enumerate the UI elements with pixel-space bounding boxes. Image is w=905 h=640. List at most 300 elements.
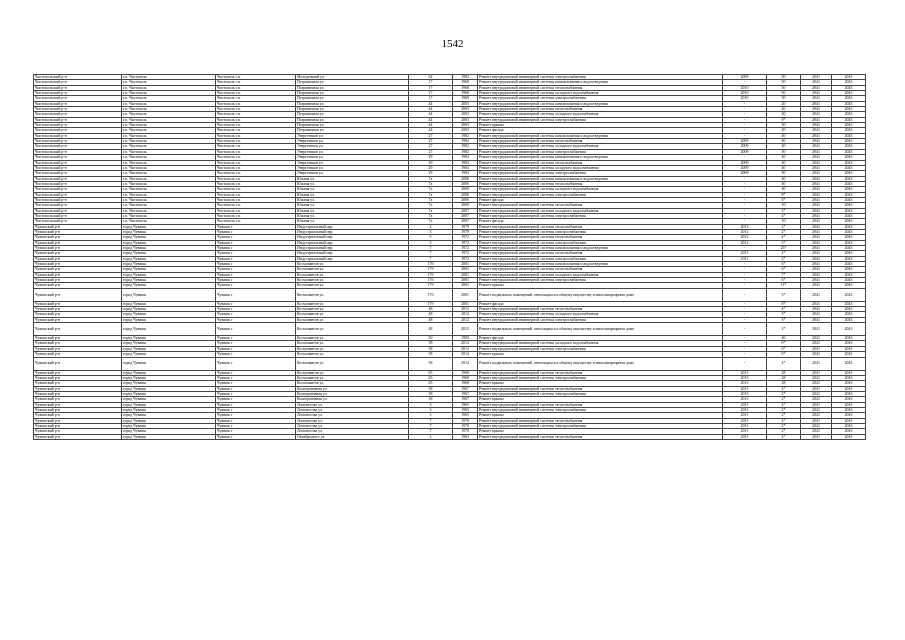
cell-year: 1967 [453, 391, 478, 396]
cell-end_year: 2043 [832, 96, 866, 101]
cell-deadline: 0* [767, 352, 801, 357]
cell-start_year: 2041 [801, 149, 832, 154]
cell-end_year: 2043 [832, 181, 866, 186]
cell-settlement: город Чувашк [122, 246, 216, 251]
cell-settlement: г.п. Чистополь [122, 144, 216, 149]
cell-house: 7 [409, 246, 453, 251]
cell-municipality: Чистополь г.п. [216, 208, 296, 213]
cell-district: Чистопольский р-н [34, 123, 122, 128]
cell-district: Чувашский р-н [34, 307, 122, 312]
cell-work_type: Ремонт внутридомовой инженерной системы холодного водоснабжения [478, 341, 723, 346]
cell-year: 1982 [453, 144, 478, 149]
cell-settlement: город Чувашк [122, 434, 216, 439]
cell-house: 44 [409, 112, 453, 117]
cell-year: 1965 [453, 413, 478, 418]
cell-year: 2000 [453, 181, 478, 186]
cell-municipality: Чувашк г [216, 407, 296, 412]
cell-start_year: 2041 [801, 386, 832, 391]
cell-street: Энергетиков ул. [296, 165, 409, 170]
cell-settlement: г.п. Чистополь [122, 80, 216, 85]
cell-municipality: Чувашк г [216, 224, 296, 229]
cell-year: 2001 [453, 278, 478, 283]
cell-end_year: 2043 [832, 283, 866, 288]
cell-year: 1982 [453, 149, 478, 154]
cell-municipality: Чистополь г.п. [216, 117, 296, 122]
cell-end_year: 2043 [832, 301, 866, 306]
cell-start_year: 2041 [801, 219, 832, 224]
cell-start_year: 2041 [801, 96, 832, 101]
cell-house: 38 [409, 391, 453, 396]
cell-year: 2003 [453, 117, 478, 122]
cell-district: Чистопольский р-н [34, 149, 122, 154]
cell-district: Чистопольский р-н [34, 107, 122, 112]
cell-work_type: Ремонт внутридомовой инженерной системы теплоснабжения [478, 235, 723, 240]
cell-district: Чувашский р-н [34, 272, 122, 277]
cell-end_year: 2043 [832, 391, 866, 396]
cell-street: Космонавтов ул. [296, 323, 409, 336]
cell-district: Чистопольский р-н [34, 117, 122, 122]
cell-house: 48 [409, 323, 453, 336]
cell-end_year: 2043 [832, 187, 866, 192]
cell-plan_start: - [723, 208, 767, 213]
cell-street: Космонавтов ул. [296, 352, 409, 357]
cell-street: Космонавтов ул. [296, 288, 409, 301]
cell-settlement: город Чувашк [122, 229, 216, 234]
cell-street: Энергетиков ул. [296, 133, 409, 138]
cell-deadline: 50 [767, 149, 801, 154]
cell-end_year: 2043 [832, 91, 866, 96]
cell-street: Южная ул. [296, 219, 409, 224]
cell-end_year: 2043 [832, 155, 866, 160]
cell-year: 2003 [453, 112, 478, 117]
cell-house: 17 [409, 85, 453, 90]
cell-settlement: г.п. Чистополь [122, 176, 216, 181]
cell-end_year: 2043 [832, 80, 866, 85]
cell-street: Космонавтов ул. [296, 267, 409, 272]
cell-municipality: Чувашк г [216, 246, 296, 251]
cell-start_year: 2041 [801, 192, 832, 197]
cell-start_year: 2041 [801, 155, 832, 160]
cell-start_year: 2041 [801, 317, 832, 322]
cell-district: Чувашский р-н [34, 288, 122, 301]
cell-municipality: Чистополь г.п. [216, 144, 296, 149]
repair-schedule-table [33, 74, 866, 440]
cell-street: Кооперативная ул. [296, 397, 409, 402]
cell-house: 44 [409, 107, 453, 112]
cell-year: 1982 [453, 133, 478, 138]
cell-end_year: 2043 [832, 139, 866, 144]
cell-year: 1984 [453, 171, 478, 176]
cell-plan_start: 2011 [723, 402, 767, 407]
cell-year: 2007 [453, 213, 478, 218]
cell-start_year: 2041 [801, 256, 832, 261]
cell-work_type: Ремонт фасада [478, 197, 723, 202]
cell-street: Индустриальный пер. [296, 246, 409, 251]
cell-end_year: 2043 [832, 144, 866, 149]
cell-house: 17б [409, 301, 453, 306]
cell-year: 1983 [453, 336, 478, 341]
cell-district: Чистопольский р-н [34, 96, 122, 101]
cell-district: Чистопольский р-н [34, 171, 122, 176]
cell-work_type: Ремонт крыши [478, 352, 723, 357]
cell-house: 29 [409, 165, 453, 170]
table-row [34, 434, 866, 439]
cell-plan_start: 2010 [723, 96, 767, 101]
cell-house: 44 [409, 101, 453, 106]
table-row [34, 288, 866, 301]
cell-plan_start: 2013 [723, 224, 767, 229]
cell-municipality: Чистополь г.п. [216, 91, 296, 96]
cell-year: 2001 [453, 283, 478, 288]
cell-end_year: 2043 [832, 386, 866, 391]
cell-end_year: 2043 [832, 370, 866, 375]
cell-street: Энергетиков ул. [296, 171, 409, 176]
cell-deadline: 4* [767, 213, 801, 218]
cell-work_type: Ремонт подвальных помещений, относящихся к общему имуществу в многоквартирном доме [478, 357, 723, 370]
cell-end_year: 2043 [832, 101, 866, 106]
cell-end_year: 2043 [832, 85, 866, 90]
cell-work_type: Ремонт внутридомовой инженерной системы теплоснабжения [478, 251, 723, 256]
cell-plan_start: - [723, 288, 767, 301]
cell-deadline: 6* [767, 267, 801, 272]
cell-deadline: 0* [767, 346, 801, 351]
cell-street: Космонавтов ул. [296, 307, 409, 312]
cell-start_year: 2041 [801, 165, 832, 170]
cell-end_year: 2043 [832, 429, 866, 434]
cell-work_type: Ремонт внутридомовой инженерной системы электроснабжения [478, 171, 723, 176]
cell-end_year: 2043 [832, 251, 866, 256]
cell-end_year: 2043 [832, 112, 866, 117]
cell-year: 2000 [453, 203, 478, 208]
cell-street: Пограничная ул. [296, 91, 409, 96]
cell-plan_start: 2011 [723, 251, 767, 256]
cell-plan_start: - [723, 155, 767, 160]
cell-street: Южная ул. [296, 187, 409, 192]
cell-work_type: Ремонт внутридомовой инженерной системы теплоснабжения [478, 85, 723, 90]
cell-district: Чувашский р-н [34, 278, 122, 283]
cell-year: 2003 [453, 107, 478, 112]
cell-end_year: 2043 [832, 224, 866, 229]
cell-municipality: Чувашк г [216, 278, 296, 283]
cell-plan_start: - [723, 301, 767, 306]
cell-end_year: 2043 [832, 240, 866, 245]
cell-street: Пограничная ул. [296, 112, 409, 117]
cell-house: 3 [409, 402, 453, 407]
cell-municipality: Чувашк г [216, 312, 296, 317]
cell-plan_start: - [723, 246, 767, 251]
cell-deadline: 2* [767, 224, 801, 229]
cell-settlement: город Чувашк [122, 397, 216, 402]
cell-work_type: Ремонт внутридомовой инженерной системы теплоснабжения [478, 386, 723, 391]
cell-district: Чувашский р-н [34, 357, 122, 370]
cell-house: 62 [409, 75, 453, 80]
cell-plan_start: 2009 [723, 171, 767, 176]
cell-municipality: Чувашк г [216, 240, 296, 245]
cell-end_year: 2043 [832, 375, 866, 380]
cell-municipality: Чувашк г [216, 256, 296, 261]
cell-settlement: г.п. Чистополь [122, 85, 216, 90]
cell-start_year: 2041 [801, 301, 832, 306]
cell-district: Чувашский р-н [34, 391, 122, 396]
cell-settlement: город Чувашк [122, 278, 216, 283]
cell-plan_start: 2011 [723, 407, 767, 412]
cell-house: 27 [409, 133, 453, 138]
cell-start_year: 2041 [801, 123, 832, 128]
cell-year: 2014 [453, 346, 478, 351]
cell-work_type: Ремонт крыши [478, 429, 723, 434]
cell-start_year: 2041 [801, 181, 832, 186]
cell-plan_start: - [723, 203, 767, 208]
cell-work_type: Ремонт крыши [478, 123, 723, 128]
cell-plan_start: 2012 [723, 240, 767, 245]
cell-end_year: 2043 [832, 165, 866, 170]
cell-deadline: 5* [767, 288, 801, 301]
cell-deadline: 5* [767, 208, 801, 213]
cell-start_year: 2041 [801, 375, 832, 380]
cell-settlement: город Чувашк [122, 381, 216, 386]
cell-municipality: Чувашк г [216, 375, 296, 380]
cell-deadline: 2* [767, 229, 801, 234]
cell-district: Чистопольский р-н [34, 155, 122, 160]
cell-work_type: Ремонт внутридомовой инженерной системы холодного водоснабжения [478, 91, 723, 96]
cell-work_type: Ремонт внутридомовой инженерной системы электроснабжения [478, 278, 723, 283]
cell-settlement: г.п. Чистополь [122, 117, 216, 122]
cell-work_type: Ремонт фасада [478, 219, 723, 224]
cell-municipality: Чистополь г.п. [216, 203, 296, 208]
cell-end_year: 2043 [832, 278, 866, 283]
cell-house: 3 [409, 413, 453, 418]
cell-start_year: 2041 [801, 80, 832, 85]
cell-street: Кооперативная ул. [296, 386, 409, 391]
cell-year: 1970 [453, 418, 478, 423]
cell-end_year: 2043 [832, 171, 866, 176]
cell-district: Чувашский р-н [34, 413, 122, 418]
cell-municipality: Чистополь г.п. [216, 155, 296, 160]
cell-settlement: г.п. Чистополь [122, 107, 216, 112]
cell-start_year: 2041 [801, 171, 832, 176]
cell-deadline: 50 [767, 85, 801, 90]
cell-settlement: город Чувашк [122, 323, 216, 336]
cell-settlement: город Чувашк [122, 413, 216, 418]
cell-work_type: Ремонт внутридомовой инженерной системы теплоснабжения [478, 267, 723, 272]
cell-end_year: 2043 [832, 256, 866, 261]
cell-settlement: город Чувашк [122, 375, 216, 380]
cell-plan_start: - [723, 262, 767, 267]
cell-municipality: Чувашк г [216, 283, 296, 288]
cell-year: 1968 [453, 85, 478, 90]
cell-municipality: Чувашк г [216, 229, 296, 234]
cell-street: Ломоносова ул. [296, 402, 409, 407]
cell-work_type: Ремонт внутридомовой инженерной системы теплоснабжения [478, 434, 723, 439]
cell-plan_start: - [723, 197, 767, 202]
cell-start_year: 2041 [801, 75, 832, 80]
cell-end_year: 2043 [832, 235, 866, 240]
cell-house: 48 [409, 312, 453, 317]
cell-municipality: Чувашк г [216, 288, 296, 301]
cell-deadline: 20 [767, 128, 801, 133]
cell-street: Молодежный ул. [296, 75, 409, 80]
cell-work_type: Ремонт внутридомовой инженерной системы холодного водоснабжения [478, 208, 723, 213]
cell-year: 1970 [453, 423, 478, 428]
cell-street: Ломоносова ул. [296, 429, 409, 434]
cell-municipality: Чувашк г [216, 262, 296, 267]
cell-deadline: 2* [767, 434, 801, 439]
cell-end_year: 2043 [832, 123, 866, 128]
cell-end_year: 2043 [832, 272, 866, 277]
cell-plan_start: 2011 [723, 256, 767, 261]
cell-deadline: 50 [767, 80, 801, 85]
cell-year: 2007 [453, 219, 478, 224]
cell-district: Чувашский р-н [34, 317, 122, 322]
cell-work_type: Ремонт крыши [478, 381, 723, 386]
cell-municipality: Чувашк г [216, 391, 296, 396]
cell-work_type: Ремонт внутридомовой инженерной системы электроснабжения [478, 407, 723, 412]
cell-street: Космонавтов ул. [296, 317, 409, 322]
cell-settlement: город Чувашк [122, 312, 216, 317]
cell-year: 2001 [453, 288, 478, 301]
cell-street: Энергетиков ул. [296, 149, 409, 154]
cell-plan_start: - [723, 112, 767, 117]
cell-deadline: 30 [767, 123, 801, 128]
cell-street: Космонавтов ул. [296, 346, 409, 351]
cell-street: Кооперативная ул. [296, 391, 409, 396]
cell-end_year: 2043 [832, 213, 866, 218]
cell-municipality: Чистополь г.п. [216, 219, 296, 224]
cell-house: 17б [409, 267, 453, 272]
cell-municipality: Чистополь г.п. [216, 181, 296, 186]
cell-house: 5 [409, 240, 453, 245]
cell-district: Чувашский р-н [34, 301, 122, 306]
cell-settlement: город Чувашк [122, 317, 216, 322]
cell-deadline: 2* [767, 423, 801, 428]
cell-municipality: Чувашк г [216, 317, 296, 322]
cell-plan_start: 2009 [723, 144, 767, 149]
cell-year: 2012 [453, 312, 478, 317]
cell-municipality: Чистополь г.п. [216, 139, 296, 144]
cell-house: 29 [409, 160, 453, 165]
cell-start_year: 2041 [801, 197, 832, 202]
cell-start_year: 2041 [801, 139, 832, 144]
cell-deadline: 40 [767, 155, 801, 160]
cell-year: 2001 [453, 262, 478, 267]
cell-plan_start: 2011 [723, 434, 767, 439]
cell-start_year: 2041 [801, 187, 832, 192]
cell-municipality: Чистополь г.п. [216, 96, 296, 101]
cell-end_year: 2043 [832, 381, 866, 386]
cell-house: 7а [409, 192, 453, 197]
table-body [34, 75, 866, 440]
cell-settlement: г.п. Чистополь [122, 208, 216, 213]
cell-district: Чистопольский р-н [34, 144, 122, 149]
cell-municipality: Чистополь г.п. [216, 192, 296, 197]
cell-plan_start: 2010 [723, 85, 767, 90]
cell-street: Индустриальный пер. [296, 256, 409, 261]
cell-district: Чистопольский р-н [34, 85, 122, 90]
cell-year: 1979 [453, 229, 478, 234]
cell-work_type: Ремонт внутридомовой инженерной системы теплоснабжения [478, 370, 723, 375]
cell-district: Чистопольский р-н [34, 112, 122, 117]
cell-municipality: Чистополь г.п. [216, 213, 296, 218]
cell-house: 7 [409, 429, 453, 434]
cell-settlement: город Чувашк [122, 256, 216, 261]
cell-settlement: г.п. Чистополь [122, 123, 216, 128]
cell-house: 38 [409, 386, 453, 391]
cell-municipality: Чувашк г [216, 301, 296, 306]
cell-start_year: 2041 [801, 397, 832, 402]
cell-end_year: 2043 [832, 323, 866, 336]
cell-work_type: Ремонт внутридомовой инженерной системы электроснабжения [478, 423, 723, 428]
cell-work_type: Ремонт внутридомовой инженерной системы электроснабжения [478, 240, 723, 245]
cell-house: 7 [409, 423, 453, 428]
cell-district: Чистопольский р-н [34, 75, 122, 80]
cell-year: 1968 [453, 80, 478, 85]
cell-plan_start: - [723, 181, 767, 186]
cell-street: Южная ул. [296, 181, 409, 186]
cell-deadline: 40 [767, 336, 801, 341]
cell-settlement: город Чувашк [122, 386, 216, 391]
cell-start_year: 2041 [801, 307, 832, 312]
cell-deadline: 2* [767, 386, 801, 391]
cell-house: 48 [409, 307, 453, 312]
cell-plan_start: 2009 [723, 165, 767, 170]
cell-deadline: 40 [767, 144, 801, 149]
cell-settlement: город Чувашк [122, 262, 216, 267]
page-number: 1542 [441, 38, 464, 50]
cell-plan_start: - [723, 117, 767, 122]
cell-house: 44 [409, 117, 453, 122]
cell-plan_start: 2010 [723, 91, 767, 96]
cell-year: 2003 [453, 128, 478, 133]
cell-year: 1972 [453, 256, 478, 261]
cell-work_type: Ремонт крыши [478, 397, 723, 402]
cell-deadline: 20 [767, 107, 801, 112]
cell-house: 17б [409, 288, 453, 301]
cell-settlement: г.п. Чистополь [122, 165, 216, 170]
cell-settlement: город Чувашк [122, 407, 216, 412]
cell-street: Индустриальный пер. [296, 229, 409, 234]
cell-municipality: Чувашк г [216, 370, 296, 375]
cell-end_year: 2043 [832, 117, 866, 122]
cell-deadline: 40 [767, 160, 801, 165]
cell-street: Пограничная ул. [296, 128, 409, 133]
cell-municipality: Чистополь г.п. [216, 160, 296, 165]
cell-start_year: 2041 [801, 283, 832, 288]
cell-settlement: город Чувашк [122, 283, 216, 288]
cell-end_year: 2043 [832, 317, 866, 322]
cell-municipality: Чистополь г.п. [216, 171, 296, 176]
cell-plan_start: 2009 [723, 160, 767, 165]
cell-plan_start: 2011 [723, 413, 767, 418]
cell-municipality: Чистополь г.п. [216, 80, 296, 85]
cell-plan_start: 2009 [723, 75, 767, 80]
cell-settlement: город Чувашк [122, 429, 216, 434]
cell-deadline: 4* [767, 235, 801, 240]
cell-deadline: 3* [767, 317, 801, 322]
cell-plan_start: 2013 [723, 370, 767, 375]
cell-year: 1972 [453, 251, 478, 256]
cell-year: 1982 [453, 75, 478, 80]
cell-house: 17 [409, 80, 453, 85]
cell-house: 29 [409, 155, 453, 160]
cell-municipality: Чистополь г.п. [216, 75, 296, 80]
cell-settlement: город Чувашк [122, 352, 216, 357]
cell-start_year: 2041 [801, 235, 832, 240]
cell-plan_start: - [723, 346, 767, 351]
cell-settlement: город Чувашк [122, 418, 216, 423]
cell-year: 1970 [453, 429, 478, 434]
cell-year: 1968 [453, 91, 478, 96]
cell-deadline: 50 [767, 171, 801, 176]
